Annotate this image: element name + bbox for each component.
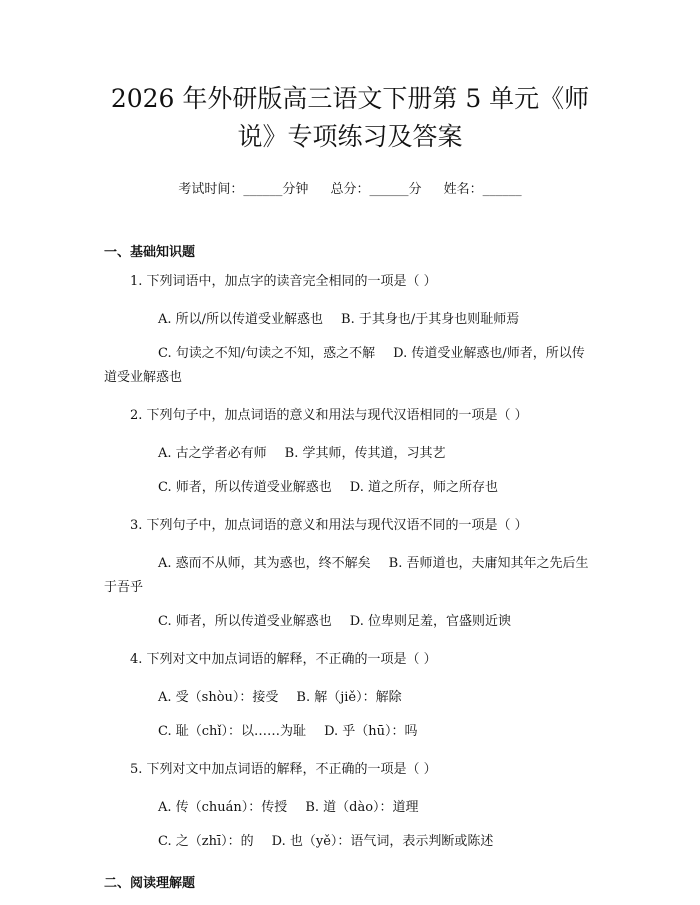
options-row [104, 830, 596, 854]
options-row [104, 796, 596, 820]
options-row [104, 308, 596, 332]
option-a: A. 传（chuán）：传授 [158, 800, 288, 815]
question-list [104, 272, 596, 854]
option-b: B. 学其师，传其道，习其艺 [284, 446, 446, 461]
options-row [104, 342, 596, 390]
exam-meta [104, 178, 596, 197]
title-line-2: 说》专项练习及答案 [237, 122, 463, 151]
options-row [104, 476, 596, 500]
options-row [104, 552, 596, 600]
question-stem: 4. 下列对文中加点词语的解释，不正确的一项是（ ） [130, 652, 437, 667]
question-2 [104, 406, 596, 500]
question-5 [104, 760, 596, 854]
option-b: B. 于其身也/于其身也则耻师焉 [341, 312, 520, 327]
option-c: C. 耻（chǐ）：以……为耻 [158, 724, 307, 739]
option-c: C. 句读之不知/句读之不知，惑之不解 [158, 346, 376, 361]
options-row [104, 720, 596, 744]
option-c: C. 之（zhī）：的 [158, 834, 254, 849]
options-row [104, 686, 596, 710]
option-d: D. 位卑则足羞，官盛则近谀 [349, 614, 511, 629]
exam-time: 考试时间：______分钟 [178, 182, 309, 197]
option-d: D. 乎（hū）：吗 [324, 724, 418, 739]
options-row [104, 442, 596, 466]
question-stem: 2. 下列句子中，加点词语的意义和用法与现代汉语相同的一项是（ ） [130, 408, 528, 423]
options-row [104, 610, 596, 634]
option-b: B. 解（jiě）：解除 [296, 690, 402, 705]
option-d: D. 传道受业解惑也/师者，所以传道受业解惑也 [104, 346, 585, 385]
question-stem: 3. 下列句子中，加点词语的意义和用法与现代汉语不同的一项是（ ） [130, 518, 528, 533]
student-name: 姓名：______ [443, 182, 522, 197]
option-a: A. 古之学者必有师 [158, 446, 267, 461]
question-3 [104, 516, 596, 634]
option-a: A. 受（shòu）：接受 [158, 690, 279, 705]
question-stem: 5. 下列对文中加点词语的解释，不正确的一项是（ ） [130, 762, 437, 777]
option-b: B. 道（dào）：道理 [305, 800, 419, 815]
question-4 [104, 650, 596, 744]
option-a: A. 惑而不从师，其为惑也，终不解矣 [158, 556, 371, 571]
option-b: B. 吾师道也，夫庸知其年之先后生于吾乎 [104, 556, 589, 595]
section-heading-reading: 二、阅读理解题 [104, 876, 196, 891]
option-d: D. 道之所存，师之所存也 [349, 480, 498, 495]
document-title [104, 0, 596, 156]
option-a: A. 所以/所以传道受业解惑也 [158, 312, 324, 327]
question-1 [104, 272, 596, 390]
option-d: D. 也（yě）：语气词，表示判断或陈述 [271, 834, 494, 849]
option-c: C. 师者，所以传道受业解惑也 [158, 480, 332, 495]
section-heading-basic: 一、基础知识题 [104, 245, 196, 260]
question-stem: 1. 下列词语中，加点字的读音完全相同的一项是（ ） [130, 274, 437, 289]
exam-score: 总分：______分 [330, 182, 422, 197]
option-c: C. 师者，所以传道受业解惑也 [158, 614, 332, 629]
title-line-1: 2026 年外研版高三语文下册第 5 单元《师 [110, 84, 590, 113]
